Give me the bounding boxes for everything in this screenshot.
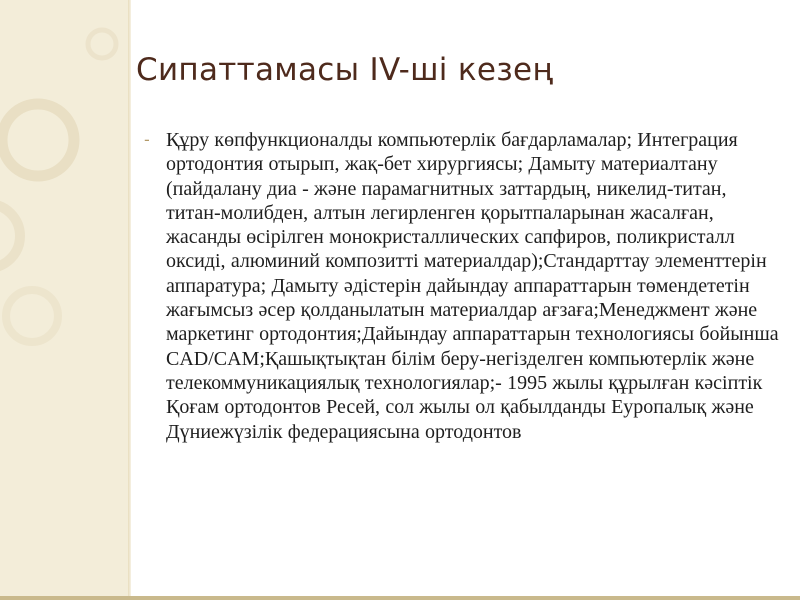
ring-left	[0, 204, 20, 268]
bullet-marker: -	[144, 130, 150, 149]
decorative-rings	[0, 0, 131, 600]
bullet-text: Құру көпфункционалды компьютерлік бағдарламалар; Интеграция ортодонтия отырып, жақ-бет хирургиясы; Дамыту материалтану (пайдалану диа - және парамагнитных заттардың, никелид-титан, титан-молибден, алтын легирленген қорытпаларынан жасалған, жасанды өсірілген монокристаллических сапфиров, поликристалл оксиді, алюминий композитті материалдар);Стандарттау элементтерін аппаратура; Дамыту әдістерін дайындау аппараттарын төмендететін жағымсыз әсер қолданылатын материалдар ағзаға;Менеджмент және маркетинг ортодонтия;Дайындау аппараттарын технологиясы бойынша CAD/CAM;Қашықтықтан білім беру-негізделген компьютерлік және телекоммуникациялық технологиялар;- 1995 жылы құрылған кәсіптік Қоғам ортодонтов Ресей, сол жылы ол қабылданды Еуропалық және Дүниежүзілік федерациясына ортодонтов	[166, 129, 779, 443]
bullet-list	[144, 128, 784, 444]
ring-small	[6, 290, 58, 342]
list-item	[144, 128, 784, 444]
ring-large	[2, 104, 74, 176]
ring-top	[88, 30, 116, 58]
bottom-rule	[0, 596, 800, 600]
slide-title: Сипаттамасы IV-ші кезең	[136, 52, 554, 88]
